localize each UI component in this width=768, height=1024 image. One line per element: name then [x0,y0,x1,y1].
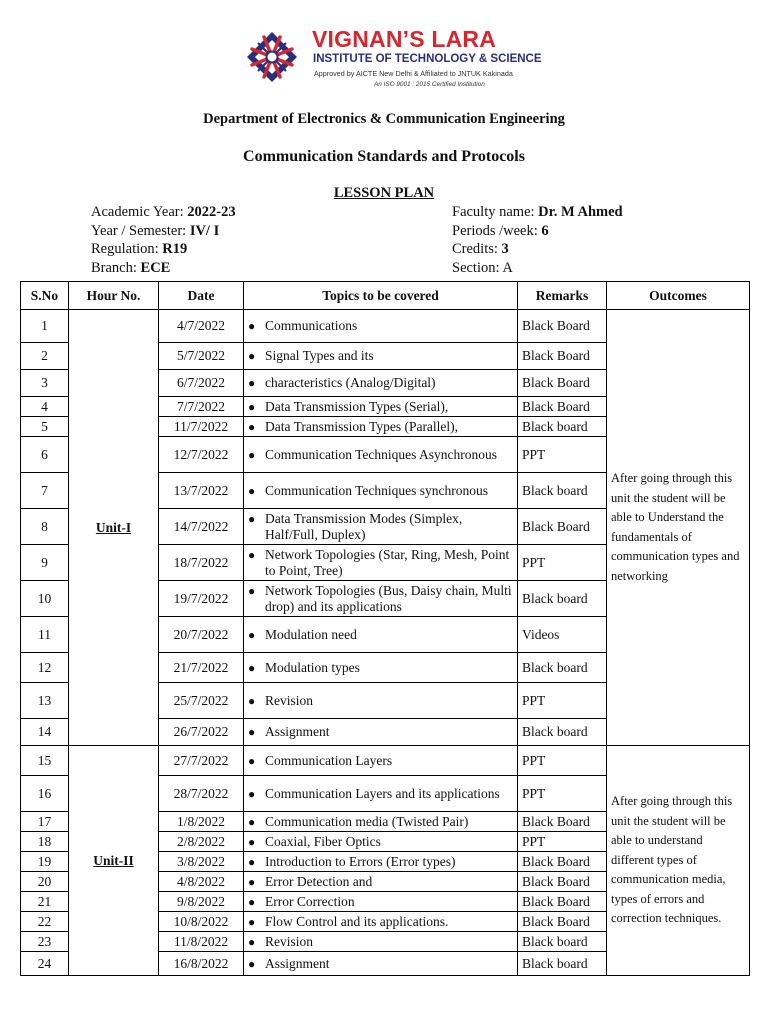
bullet-icon: ● [248,399,256,414]
faculty-name [452,203,623,222]
row-date: 13/7/2022 [159,473,244,509]
row-date: 1/8/2022 [159,812,244,832]
row-remark: Black Board [518,370,607,397]
row-topic [244,719,518,746]
regulation [91,240,236,259]
bullet-icon: ● [248,956,256,971]
row-sno: 21 [21,892,69,912]
institute-emblem-icon [242,28,302,86]
row-topic [244,653,518,683]
bullet-icon: ● [248,934,256,949]
topic-text: characteristics (Analog/Digital) [265,375,436,390]
topic-text: Data Transmission Modes (Simplex, Half/Full, Duplex) [265,510,463,542]
credits-label: Credits: [452,241,502,258]
row-remark: PPT [518,683,607,719]
topic-text: Signal Types and its [265,348,374,363]
bullet-icon: ● [248,814,256,829]
year-semester-label: Year / Semester: [91,222,190,239]
row-topic [244,397,518,417]
topic-text: Flow Control and its applications. [265,913,449,929]
bullet-icon: ● [248,627,256,642]
row-date: 2/8/2022 [159,832,244,852]
row-sno: 19 [21,852,69,872]
row-topic [244,892,518,912]
row-date: 12/7/2022 [159,437,244,473]
row-date: 11/7/2022 [159,417,244,437]
row-topic [244,912,518,932]
row-topic [244,343,518,370]
row-topic [244,776,518,812]
row-sno: 10 [21,581,69,617]
bullet-icon: ● [248,547,256,562]
row-remark: Black Board [518,852,607,872]
topic-text: Communication Techniques synchronous [265,482,489,498]
row-date: 26/7/2022 [159,719,244,746]
row-remark: PPT [518,545,607,581]
topic-text: Communication Techniques Asynchronous [265,446,498,462]
approval-text: Approved by AICTE New Delhi & Affiliated to JNTUK Kakinada [314,69,513,78]
row-remark: Black Board [518,310,607,343]
topic-text: Revision [265,933,314,949]
row-date: 3/8/2022 [159,852,244,872]
row-topic [244,683,518,719]
department-heading: Department of Electronics & Communication Engineering [203,111,565,127]
topic-text: Assignment [265,955,330,971]
topic-text: Communication Layers [265,752,393,768]
periods-week [452,222,623,241]
row-remark: Black Board [518,509,607,545]
lesson-plan-table [20,281,750,976]
row-date: 16/8/2022 [159,952,244,976]
row-date: 18/7/2022 [159,545,244,581]
row-sno: 3 [21,370,69,397]
row-sno: 14 [21,719,69,746]
regulation-label: Regulation: [91,241,163,258]
row-topic [244,581,518,617]
unit-outcome: After going through this unit the student will be able to understand different types of communication media, types of errors and correction techniques. [607,746,750,976]
bullet-icon: ● [248,376,256,390]
bullet-icon: ● [248,854,256,869]
row-sno: 13 [21,683,69,719]
row-topic [244,832,518,852]
bullet-icon: ● [248,894,256,909]
iso-text: An ISO 9001 : 2015 Certified Institution [374,81,485,88]
row-date: 19/7/2022 [159,581,244,617]
row-sno: 16 [21,776,69,812]
institute-name: VIGNAN’S LARA [312,26,497,52]
branch-label: Branch: [91,259,141,276]
row-date: 11/8/2022 [159,932,244,952]
row-date: 21/7/2022 [159,653,244,683]
bullet-icon: ● [248,786,256,801]
bullet-icon: ● [248,914,256,929]
row-sno: 17 [21,812,69,832]
row-remark: Black Board [518,892,607,912]
section [452,259,623,278]
row-topic [244,746,518,776]
branch-value: ECE [140,259,171,276]
row-remark: PPT [518,832,607,852]
row-date: 5/7/2022 [159,343,244,370]
row-sno: 12 [21,653,69,683]
periods-label: Periods /week: [452,222,542,239]
topic-text: Communications [265,318,358,333]
row-remark: Black board [518,581,607,617]
row-date: 10/8/2022 [159,912,244,932]
course-info-left [91,203,236,277]
row-date: 4/7/2022 [159,310,244,343]
row-topic [244,617,518,653]
row-remark: PPT [518,746,607,776]
header-outcomes: Outcomes [607,282,750,310]
topic-text: Modulation need [265,626,357,642]
row-sno: 24 [21,952,69,976]
row-topic [244,473,518,509]
row-sno: 7 [21,473,69,509]
periods-value: 6 [541,222,549,239]
branch [91,259,236,278]
course-info-right [452,203,623,277]
row-date: 4/8/2022 [159,872,244,892]
academic-year-value: 2022-23 [187,204,236,220]
row-remark: Black Board [518,812,607,832]
bullet-icon: ● [248,693,256,708]
row-topic [244,310,518,343]
row-sno: 5 [21,417,69,437]
year-semester-value: IV/ I [189,222,220,239]
row-sno: 11 [21,617,69,653]
header-sno: S.No [21,282,69,310]
topic-text: Modulation types [265,659,360,675]
row-topic [244,509,518,545]
course-title: Communication Standards and Protocols [243,148,525,165]
section-label: Section: [452,259,503,276]
row-remark: Black Board [518,343,607,370]
institute-subtitle: INSTITUTE OF TECHNOLOGY & SCIENCE [313,53,542,65]
row-date: 7/7/2022 [159,397,244,417]
bullet-icon: ● [248,753,256,768]
row-sno: 23 [21,932,69,952]
lesson-plan-title: LESSON PLAN [333,185,435,201]
faculty-label: Faculty name: [452,204,539,220]
unit-label: Unit-II [69,746,159,976]
credits [452,240,623,259]
row-remark: Black board [518,932,607,952]
topic-text: Communication media (Twisted Pair) [265,813,469,829]
row-date: 20/7/2022 [159,617,244,653]
row-date: 9/8/2022 [159,892,244,912]
bullet-icon: ● [248,874,256,889]
unit-label: Unit-I [69,310,159,746]
table-header-row [21,282,750,310]
topic-text: Error Detection and [265,873,373,889]
row-remark: Black board [518,653,607,683]
row-remark: Videos [518,617,607,653]
header-hour: Hour No. [69,282,159,310]
unit-outcome: After going through this unit the student will be able to Understand the fundamentals of communication types and networking [607,310,750,746]
table-body [21,310,750,976]
bullet-icon: ● [248,483,256,498]
section-value: A [502,259,513,276]
row-sno: 20 [21,872,69,892]
topic-text: Revision [265,692,314,708]
row-sno: 8 [21,509,69,545]
row-date: 27/7/2022 [159,746,244,776]
table-row [21,746,750,776]
row-date: 6/7/2022 [159,370,244,397]
topic-text: Network Topologies (Star, Ring, Mesh, Point to Point, Tree) [265,546,510,578]
table-row [21,310,750,343]
row-topic [244,852,518,872]
topic-text: Coaxial, Fiber Optics [265,833,381,849]
row-remark: Black Board [518,912,607,932]
academic-year-label: Academic Year: [91,204,188,220]
regulation-value: R19 [162,241,188,258]
row-sno: 2 [21,343,69,370]
topic-text: Data Transmission Types (Serial), [265,398,449,414]
topic-text: Communication Layers and its applications [265,785,500,801]
row-sno: 22 [21,912,69,932]
bullet-icon: ● [248,349,256,363]
row-remark: PPT [518,776,607,812]
row-topic [244,812,518,832]
bullet-icon: ● [248,660,256,675]
row-topic [244,872,518,892]
topic-text: Data Transmission Types (Parallel), [265,418,459,434]
header-topics: Topics to be covered [244,282,518,310]
bullet-icon: ● [248,511,256,526]
row-remark: Black Board [518,397,607,417]
row-topic [244,952,518,976]
row-remark: Black board [518,473,607,509]
topic-text: Network Topologies (Bus, Daisy chain, Multi drop) and its applications [265,582,512,614]
faculty-value: Dr. M Ahmed [538,204,623,220]
topic-text: Error Correction [265,893,355,909]
credits-value: 3 [501,241,509,258]
row-remark: Black board [518,719,607,746]
year-semester [91,222,236,241]
row-sno: 6 [21,437,69,473]
row-topic [244,370,518,397]
bullet-icon: ● [248,725,256,739]
row-remark: Black board [518,952,607,976]
header-remarks: Remarks [518,282,607,310]
row-remark: Black Board [518,872,607,892]
row-sno: 18 [21,832,69,852]
header-date: Date [159,282,244,310]
row-sno: 15 [21,746,69,776]
row-topic [244,545,518,581]
row-remark: PPT [518,437,607,473]
bullet-icon: ● [248,834,256,849]
topic-text: Assignment [265,724,330,739]
bullet-icon: ● [248,319,256,333]
row-date: 28/7/2022 [159,776,244,812]
bullet-icon: ● [248,447,256,462]
row-sno: 9 [21,545,69,581]
institute-logo [242,26,542,96]
row-sno: 1 [21,310,69,343]
row-date: 14/7/2022 [159,509,244,545]
row-topic [244,437,518,473]
row-topic [244,417,518,437]
row-sno: 4 [21,397,69,417]
row-topic [244,932,518,952]
academic-year [91,203,236,222]
bullet-icon: ● [248,583,256,598]
row-remark: Black board [518,417,607,437]
bullet-icon: ● [248,419,256,434]
topic-text: Introduction to Errors (Error types) [265,853,456,869]
row-date: 25/7/2022 [159,683,244,719]
